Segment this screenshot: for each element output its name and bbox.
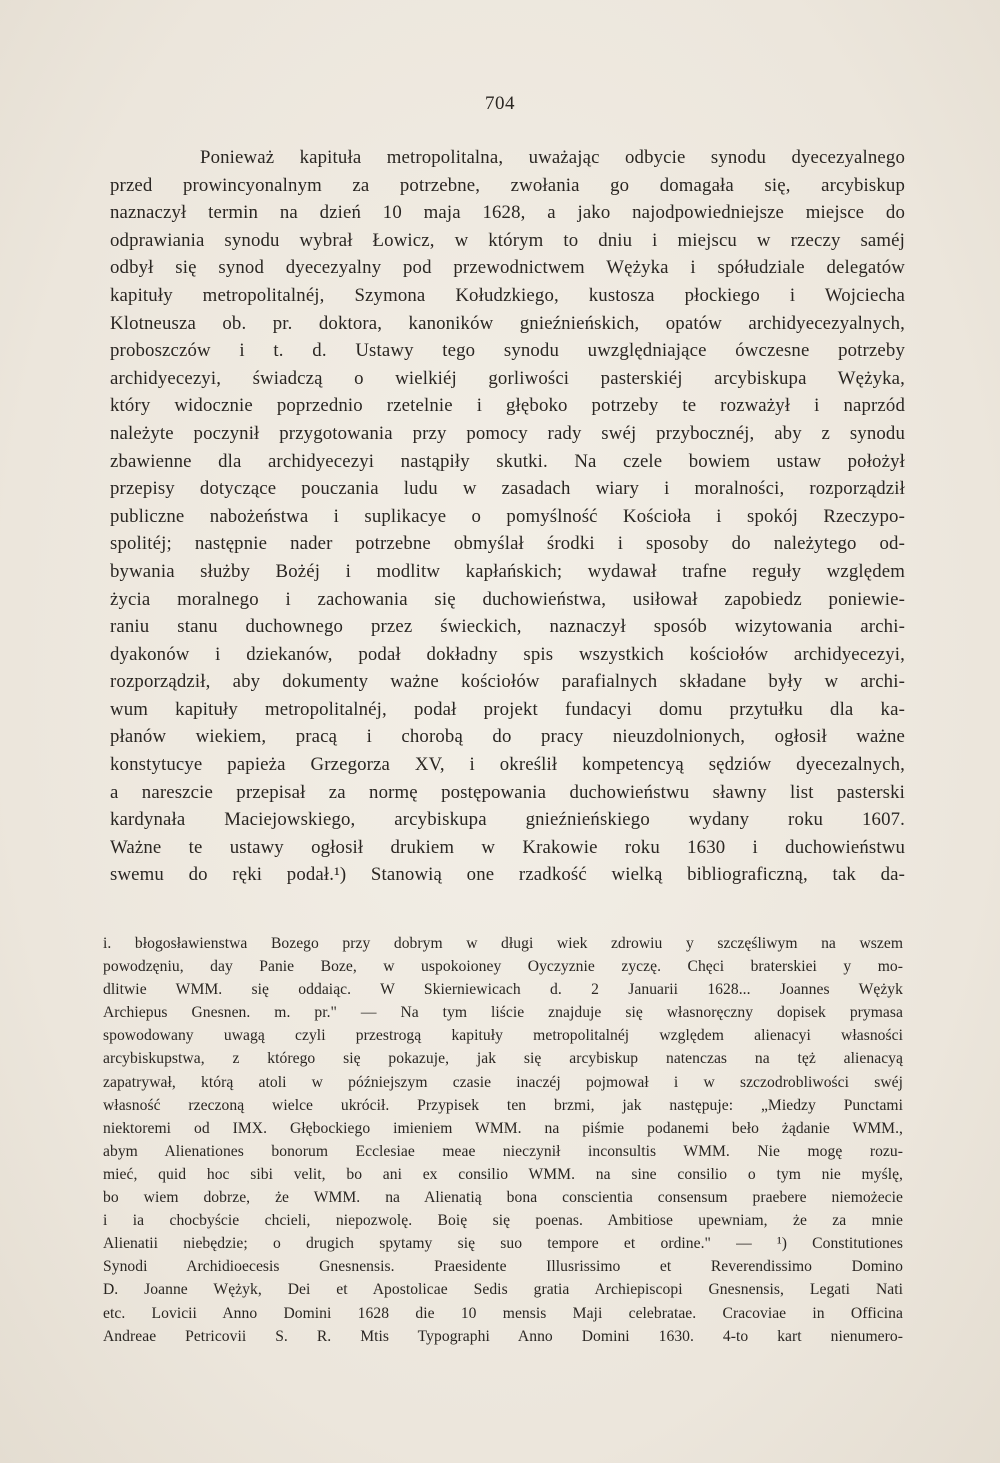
body-line: przepisy dotyczące pouczania ludu w zasadach wiary i moralności, rozporządził <box>110 478 905 500</box>
footnote-line: Archiepus Gnesnen. m. pr." — Na tym liście znajduje się własnoręczny dopisek prymasa <box>103 1004 903 1022</box>
body-line: płanów wiekiem, pracą i chorobą do pracy nieuzdolnionych, ogłosił ważne <box>110 726 905 748</box>
footnote-line: i ia chocbyście chcieli, niepozwolę. Boię się poenas. Ambitiose upewniam, że za mnie <box>103 1212 903 1230</box>
footnote-line: etc. Lovicii Anno Domini 1628 die 10 mensis Maji celebratae. Cracoviae in Officina <box>103 1304 903 1322</box>
body-line: swemu do ręki podał.¹) Stanowią one rzadkość wielką bibliograficzną, tak da- <box>110 864 905 886</box>
body-line: przed prowincyonalnym za potrzebne, zwołania go domagała się, arcybiskup <box>110 174 905 196</box>
footnote-line: spowodowany uwagą czyli przestrogą kapituły metropolitalnéj względem alienacyi własności <box>103 1027 903 1045</box>
footnote-line: Synodi Archidioecesis Gnesnensis. Praesidente Illusrissimo et Reverendissimo Domino <box>103 1258 903 1276</box>
footnote-line: własność rzeczoną wielce ukrócił. Przypisek ten brzmi, jak następuje: „Miedzy Punctami <box>103 1096 903 1114</box>
footnote-line: niektoremi od IMX. Głębockiego imieniem WMM. na piśmie podanemi beło żądanie WMM., <box>103 1119 903 1137</box>
body-line: Ponieważ kapituła metropolitalna, uważając odbycie synodu dyecezyalnego <box>200 147 905 168</box>
page-number: 704 <box>485 93 515 114</box>
body-line: archidyecezyi, świadczą o wielkiéj gorliwości pasterskiéj arcybiskupa Wężyka, <box>110 367 905 389</box>
body-line: Ważne te ustawy ogłosił drukiem w Krakowie roku 1630 i duchowieństwu <box>110 836 905 858</box>
footnote-line: abym Alienationes bonorum Ecclesiae meae nieczynił inconsultis WMM. Nie mogę rozu- <box>103 1142 903 1160</box>
footnote-line: Alienatii niebędzie; o drugich spytamy się suo tempore et ordine." — ¹) Constitutiones <box>103 1235 903 1253</box>
body-line: Klotneusza ob. pr. doktora, kanoników gnieźnieńskich, opatów archidyecezyalnych, <box>110 312 905 334</box>
body-line: raniu stanu duchownego przez świeckich, naznaczył sposób wizytowania archi- <box>110 616 905 638</box>
body-line: spolitéj; następnie nader potrzebne obmyślał środki i sposoby do należytego od- <box>110 533 905 555</box>
body-line: który widocznie poprzednio rzetelnie i głęboko potrzeby te rozważył i naprzód <box>110 395 905 417</box>
body-line: kardynała Maciejowskiego, arcybiskupa gnieźnieńskiego wydany roku 1607. <box>110 809 905 831</box>
body-line: kapituły metropolitalnéj, Szymona Kołudzkiego, kustosza płockiego i Wojciecha <box>110 284 905 306</box>
body-line: naznaczył termin na dzień 10 maja 1628, a jako najodpowiedniejsze miejsce do <box>110 202 905 224</box>
body-text <box>110 144 905 889</box>
footnote-line: Andreae Petricovii S. R. Mtis Typographi Anno Domini 1630. 4-to kart nienumero- <box>103 1327 903 1345</box>
body-line: należyte poczynił przygotowania przy pomocy rady swéj przybocznéj, aby z synodu <box>110 422 905 444</box>
footnote-line: D. Joanne Wężyk, Dei et Apostolicae Sedis gratia Archiepiscopi Gnesnensis, Legati Nati <box>103 1281 903 1299</box>
body-line: rozporządził, aby dokumenty ważne kościołów parafialnych składane były w archi- <box>110 671 905 693</box>
footnote-line: bo wiem dobrze, że WMM. na Alienatią bona conscientia consensum praebere niemożecie <box>103 1189 903 1207</box>
body-line: dyakonów i dziekanów, podał dokładny spis wszystkich kościołów archidyecezyi, <box>110 643 905 665</box>
body-line: proboszczów i t. d. Ustawy tego synodu uwzględniające ówczesne potrzeby <box>110 340 905 362</box>
footnote-line: dlitwie WMM. się oddaiąc. W Skierniewicach d. 2 Januarii 1628... Joannes Wężyk <box>103 981 903 999</box>
footnote-line: zapatrywał, którą atoli w późniejszym czasie inaczéj pojmował i w szczodrobliwości swéj <box>103 1073 903 1091</box>
footnote-line: mieć, quid hoc sibi velit, bo ani ex consilio WMM. na sine consilio o tym nie myślę, <box>103 1165 903 1183</box>
body-line: konstytucye papieża Grzegorza XV, i określił kompetencyą sędziów dyecezalnych, <box>110 754 905 776</box>
body-line: zbawienne dla archidyecezyi nastąpiły skutki. Na czele bowiem ustaw położył <box>110 450 905 472</box>
body-line: bywania służby Bożéj i modlitw kapłańskich; wydawał trafne reguły względem <box>110 560 905 582</box>
body-line: publiczne nabożeństwa i suplikacye o pomyślność Kościoła i spokój Rzeczypo- <box>110 505 905 527</box>
body-line: życia moralnego i zachowania się duchowieństwa, usiłował zapobiedz poniewie- <box>110 588 905 610</box>
footnote-line: arcybiskupstwa, z którego się pokazuje, jak się arcybiskup natenczas na tęż alienacyą <box>103 1050 903 1068</box>
body-line: odbył się synod dyecezyalny pod przewodnictwem Wężyka i spółudziale delegatów <box>110 257 905 279</box>
body-line: wum kapituły metropolitalnéj, podał projekt fundacyi domu przytułku dla ka- <box>110 698 905 720</box>
footnotes <box>103 932 903 1348</box>
footnote-line: powodzęniu, day Panie Boze, w uspokoioney Oyczyznie zyczę. Chęci braterskiei y mo- <box>103 958 903 976</box>
body-line: a nareszcie przepisał za normę postępowania duchowieństwu sławny list pasterski <box>110 781 905 803</box>
footnote-line: i. błogosławienstwa Bozego przy dobrym w długi wiek zdrowiu y szczęśliwym na wszem <box>103 935 903 952</box>
body-line: odprawiania synodu wybrał Łowicz, w którym to dniu i miejscu w rzeczy saméj <box>110 229 905 251</box>
